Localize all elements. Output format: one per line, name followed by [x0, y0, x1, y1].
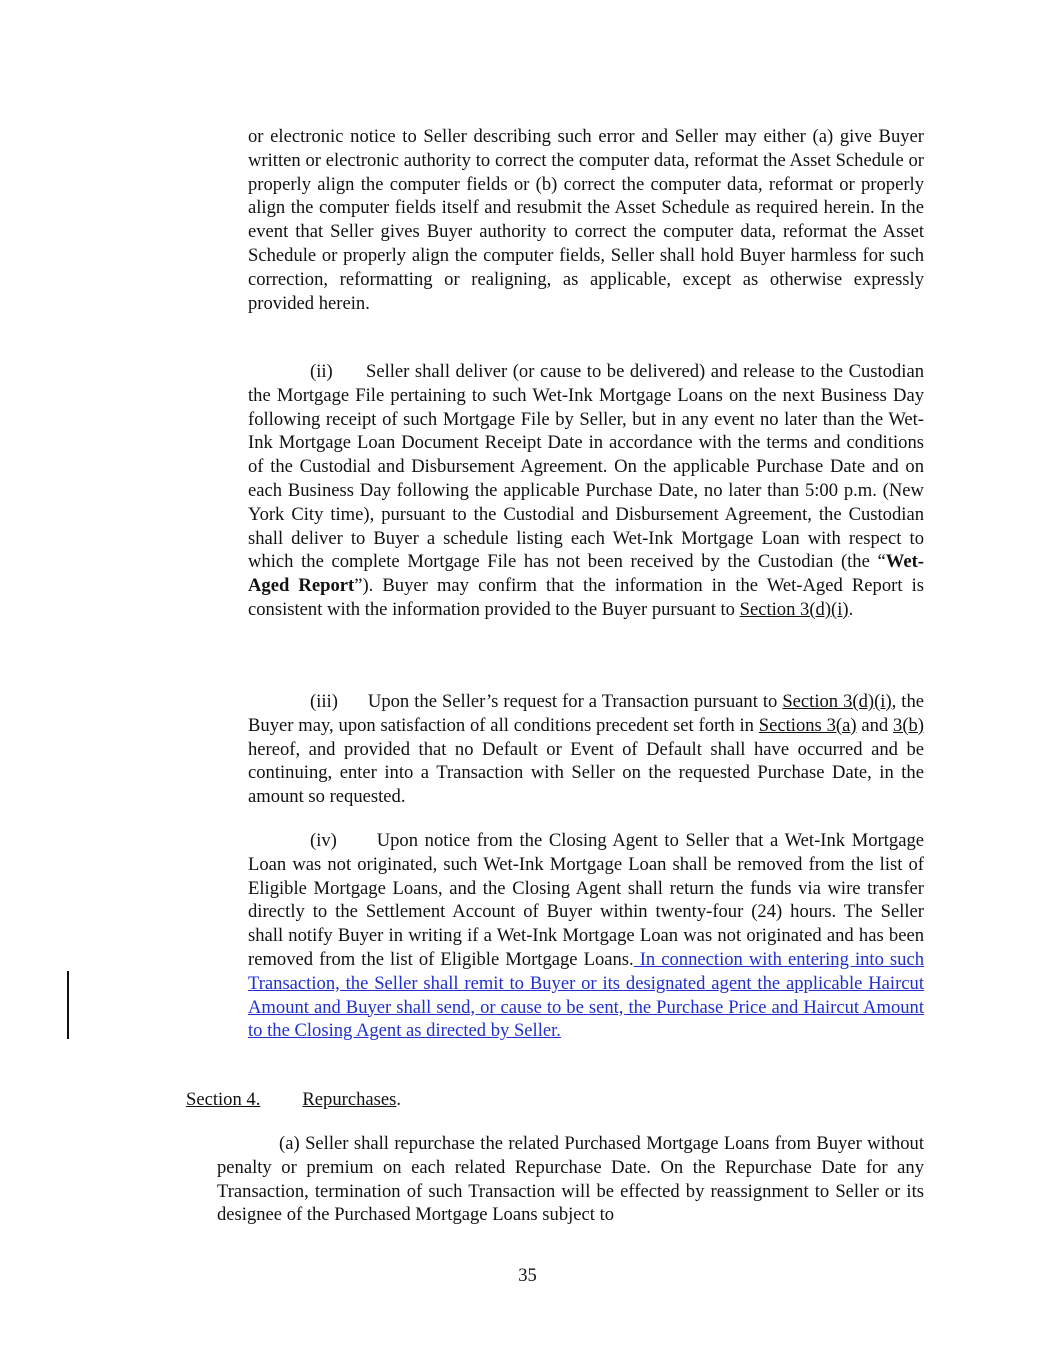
section-reference: Sections 3(a): [758, 714, 857, 736]
punctuation: .: [396, 1089, 401, 1110]
paragraph-a: [217, 1132, 924, 1227]
paragraph-iii-text: hereof, and provided that no Default or Event of Default shall have occurred and be continuing, enter into a Transaction with Seller on the requested Purchase Date, in the amount so requested.: [248, 738, 924, 808]
paragraph-iii-label: (iii): [310, 691, 338, 712]
section-reference: Section 3(d)(i): [782, 691, 892, 712]
paragraph-iii-text: , the Buyer may, upon satisfaction of all conditions precedent set forth in: [248, 691, 925, 736]
paragraph-ii-label: (ii): [310, 361, 333, 382]
paragraph-iii: [248, 690, 924, 809]
defined-term-wet-aged-report: Wet-Aged Report: [248, 551, 924, 597]
section-title: Repurchases: [302, 1089, 397, 1110]
paragraph-iv-text: Upon notice from the Closing Agent to Seller that a Wet-Ink Mortgage Loan was not originated, such Wet-Ink Mortgage Loan shall be removed from the list of Eligible Mortgage Loans, and the Closing Agent shall return the funds via wire transfer directly to the Settlement Account of Buyer within twenty-four (24) hours. The Seller shall notify Buyer in writing if a Wet-Ink Mortgage Loan was not originated and has been removed from the list of Eligible Mortgage Loans.: [248, 830, 925, 970]
paragraph-iv: [248, 829, 924, 1043]
revision-change-bar: [67, 971, 69, 1039]
paragraph-iii-text: Upon the Seller’s request for a Transaction pursuant to: [367, 691, 783, 712]
paragraph-ii: [248, 360, 924, 622]
section-reference: Section 3(d)(i): [739, 598, 849, 620]
section-number: Section 4.: [186, 1089, 261, 1110]
continuation-paragraph: or electronic notice to Seller describing such error and Seller may either (a) give Buyer written or electronic authority to correct the computer data, reformat the Asset Schedule or properly align the computer fields or (b) correct the computer data, reformat or properly align the computer fields itself and resubmit the Asset Schedule as required herein. In the event that Seller gives Buyer authority to correct the computer data, reformat the Asset Schedule or properly align the computer fields, Seller shall hold Buyer harmless for such correction, reformatting or realigning, as applicable, except as otherwise expressly provided herein.: [248, 126, 924, 314]
paragraph-a-text: Seller shall repurchase the related Purchased Mortgage Loans from Buyer without penalty or premium on each related Repurchase Date. On the Repurchase Date for any Transaction, termination of such Transaction will be effected by reassignment to Seller or its designee of the Purchased Mortgage Loans subject to: [217, 1133, 924, 1226]
section-reference: 3(b): [893, 714, 924, 736]
paragraph-ii-text-cont: ”). Buyer may confirm that the information in the Wet-Aged Report is consistent with the information provided to the Buyer pursuant to: [248, 575, 925, 620]
paragraph-iii-text: and: [856, 714, 894, 736]
paragraph-iv-label: (iv): [310, 830, 337, 851]
section-4-heading: [186, 1088, 401, 1112]
paragraph-ii-text: Seller shall deliver (or cause to be delivered) and release to the Custodian the Mortgage File pertaining to such Wet-Ink Mortgage Loans on the next Business Day following receipt of such Mortgage File by Seller, but in any event no later than the Wet-Ink Mortgage Loan Document Receipt Date in accordance with the terms and conditions of the Custodial and Disbursement Agreement. On the applicable Purchase Date and on each Business Day following the applicable Purchase Date, no later than 5:00 p.m. (New York City time), pursuant to the Custodial and Disbursement Agreement, the Custodian shall deliver to Buyer a schedule listing each Wet-Ink Mortgage Loan with respect to which the complete Mortgage File has not been received by the Custodian (the “: [248, 361, 925, 573]
inserted-revision-text: In connection with entering into such Transaction, the Seller shall remit to Buyer or its designated agent the applicable Haircut Amount and Buyer shall send, or cause to be sent, the Purchase Price and Haircut Amount to the Closing Agent as directed by Seller.: [248, 948, 924, 1042]
page-number: 35: [518, 1265, 537, 1286]
punctuation: .: [848, 598, 854, 620]
paragraph-a-label: (a): [279, 1133, 300, 1154]
